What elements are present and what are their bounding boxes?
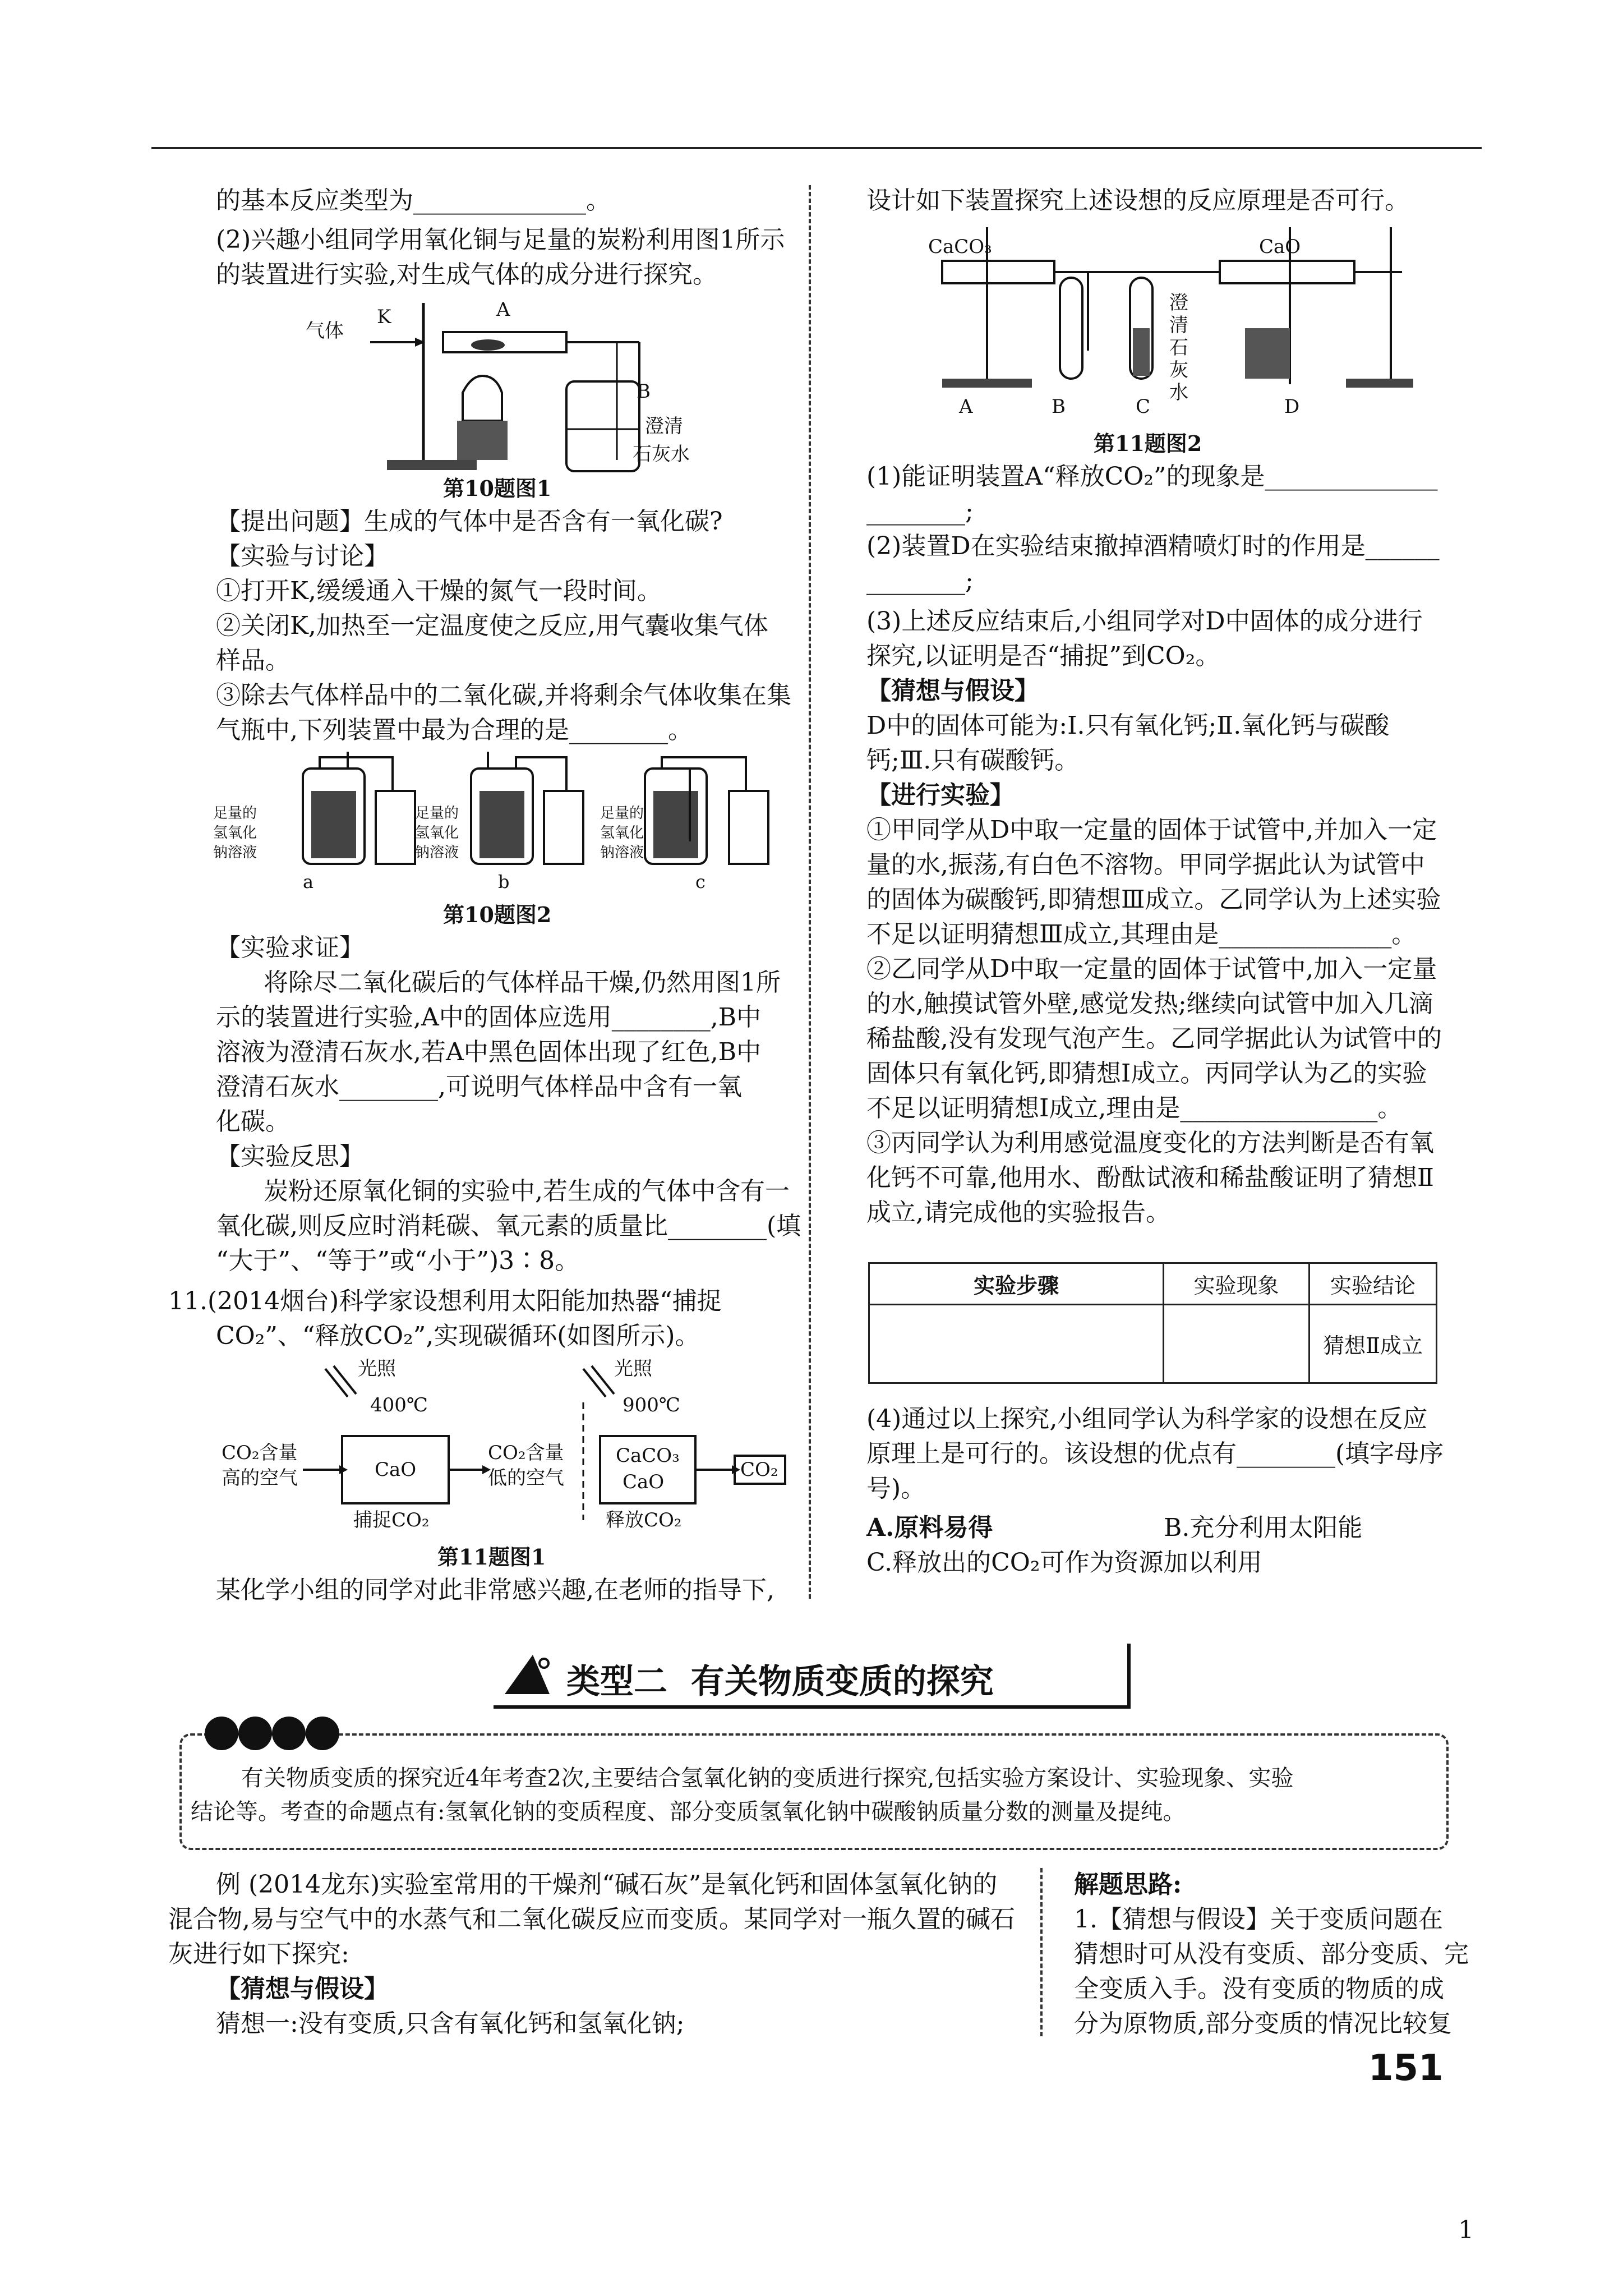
option-c: C.释放出的CO₂可作为资源加以利用 xyxy=(866,1548,1262,1577)
fig3-high-air-2: 高的空气 xyxy=(222,1467,298,1489)
right-line-13: 量的水,振荡,有白色不溶物。甲同学据此认为试管中 xyxy=(866,850,1425,879)
fig4-label-b: B xyxy=(1052,395,1066,418)
tips-line-2: 猜想时可从没有变质、部分变质、完 xyxy=(1074,1940,1469,1968)
fig2-label-c-2: 氢氧化 xyxy=(600,825,644,841)
fig4-water-4: 灰 xyxy=(1169,359,1188,381)
fig1-k-label: K xyxy=(377,306,391,328)
example-line-3: 灰进行如下探究: xyxy=(168,1940,349,1968)
right-line-19: 固体只有氧化钙,即猜想Ⅰ成立。丙同学认为乙的实验 xyxy=(866,1059,1427,1088)
experiment-report-table xyxy=(868,1262,1437,1384)
left-line-6: ①打开K,缓缓通入干燥的氮气一段时间。 xyxy=(216,577,662,605)
fig4-caco3-label: CaCO₃ xyxy=(928,236,992,258)
section-title: 类型二 有关物质变质的探究 xyxy=(566,1662,994,1701)
page-number: 151 xyxy=(1368,2047,1444,2089)
fig4-label-d: D xyxy=(1284,395,1300,418)
fig3-cao-box: CaO xyxy=(375,1458,417,1481)
left-line-17: 【实验反思】 xyxy=(216,1142,364,1171)
right-line-20: 不足以证明猜想Ⅰ成立,理由是________________。 xyxy=(866,1094,1403,1122)
fig2-label-a-1: 足量的 xyxy=(213,805,257,822)
fig4-label-a: A xyxy=(959,395,973,418)
left-line-12: 将除尽二氧化碳后的气体样品干燥,仍然用图1所 xyxy=(264,968,781,997)
fig1-a-label: A xyxy=(496,298,510,321)
left-line-9: ③除去气体样品中的二氧化碳,并将剩余气体收集在集 xyxy=(216,681,791,710)
figure-11-1 xyxy=(213,1358,796,1520)
fig1-water-label-2: 石灰水 xyxy=(633,443,690,466)
right-line-18: 稀盐酸,没有发现气泡产生。乙同学据此认为试管中的 xyxy=(866,1024,1442,1053)
fig3-light-2: 光照 xyxy=(614,1358,652,1380)
column-divider xyxy=(809,185,811,1599)
tips-divider xyxy=(1040,1868,1043,2036)
fig2-label-b-3: 钠溶液 xyxy=(415,844,459,861)
right-line-1: 设计如下装置探究上述设想的反应原理是否可行。 xyxy=(866,186,1409,215)
left-line-13: 示的装置进行实验,A中的固体应选用________,B中 xyxy=(216,1003,762,1032)
fig1-gas-label: 气体 xyxy=(306,320,344,342)
fig4-cao-label: CaO xyxy=(1259,236,1301,258)
left-line-11: 【实验求证】 xyxy=(216,933,364,962)
fig3-low-air-2: 低的空气 xyxy=(488,1467,564,1489)
right-line-23: 成立,请完成他的实验报告。 xyxy=(866,1198,1170,1227)
right-line-12: ①甲同学从D中取一定量的固体于试管中,并加入一定 xyxy=(866,816,1437,844)
left-line-10: 气瓶中,下列装置中最为合理的是________。 xyxy=(216,716,693,744)
fig2-label-c-3: 钠溶液 xyxy=(600,844,644,861)
fig4-water-5: 水 xyxy=(1169,381,1188,404)
footer-number: 1 xyxy=(1458,2216,1474,2244)
left-line-2: (2)兴趣小组同学用氧化铜与足量的炭粉利用图1所示 xyxy=(216,226,785,254)
left-line-4: 【提出问题】生成的气体中是否含有一氧化碳? xyxy=(216,507,723,536)
right-line-22: 化钙不可靠,他用水、酚酞试液和稀盐酸证明了猜想Ⅱ xyxy=(866,1163,1434,1192)
fig1-water-label-1: 澄清 xyxy=(645,415,683,438)
right-line-25: 原理上是可行的。该设想的优点有________(填字母序 xyxy=(866,1439,1444,1468)
fig3-caption: 第11题图1 xyxy=(437,1544,546,1570)
dots-icon xyxy=(202,1714,348,1753)
right-line-26: 号)。 xyxy=(866,1474,926,1503)
table-cell-conclusion: 猜想Ⅱ成立 xyxy=(1310,1305,1437,1383)
left-line-15: 澄清石灰水________,可说明气体样品中含有一氧 xyxy=(216,1073,742,1101)
left-line-14: 溶液为澄清石灰水,若A中黑色固体出现了红色,B中 xyxy=(216,1038,762,1066)
fig3-caco3-box: CaCO₃ xyxy=(616,1444,680,1467)
right-line-11: 【进行实验】 xyxy=(866,781,1015,809)
table-header-conclusion: 实验结论 xyxy=(1310,1263,1437,1305)
example-line-5: 猜想一:没有变质,只含有氧化钙和氢氧化钠; xyxy=(216,2009,685,2038)
left-line-7: ②关闭K,加热至一定温度使之反应,用气囊收集气体 xyxy=(216,611,768,640)
fig3-light-1: 光照 xyxy=(358,1358,396,1380)
fig3-cao-box-2: CaO xyxy=(623,1471,665,1493)
fig4-caption: 第11题图2 xyxy=(1094,431,1202,456)
fig2-label-b-1: 足量的 xyxy=(415,805,459,822)
tips-title: 解题思路: xyxy=(1074,1870,1182,1899)
fig3-co2-box: CO₂ xyxy=(740,1458,778,1481)
left-line-19: 氧化碳,则反应时消耗碳、氧元素的质量比________(填 xyxy=(216,1212,801,1240)
fig2-label-a-2: 氢氧化 xyxy=(213,825,257,841)
right-line-15: 不足以证明猜想Ⅲ成立,其理由是______________。 xyxy=(866,920,1417,949)
example-line-2: 混合物,易与空气中的水蒸气和二氧化碳反应而变质。某同学对一瓶久置的碱石 xyxy=(168,1905,1015,1934)
example-line-1: 例 (2014龙东)实验室常用的干燥剂“碱石灰”是氧化钙和固体氢氧化钠的 xyxy=(216,1870,998,1899)
right-line-6: (3)上述反应结束后,小组同学对D中固体的成分进行 xyxy=(866,607,1423,636)
fig2-caption: 第10题图2 xyxy=(443,902,552,927)
section-note-line-2: 结论等。考查的命题点有:氢氧化钠的变质程度、部分变质氢氧化钠中碳酸钠质量分数的测量及提纯。 xyxy=(191,1799,1186,1825)
fig2-option-c: c xyxy=(695,871,706,892)
left-line-20: “大于”、“等于”或“小于”)3∶8。 xyxy=(216,1246,580,1275)
left-line-22: CO₂”、“释放CO₂”,实现碳循环(如图所示)。 xyxy=(216,1322,700,1350)
fig4-label-c: C xyxy=(1136,395,1151,418)
header-rule xyxy=(151,147,1482,149)
right-line-3: ________; xyxy=(866,497,974,526)
table-cell-steps[interactable] xyxy=(869,1305,1164,1383)
left-line-16: 化碳。 xyxy=(216,1107,290,1136)
right-line-8: 【猜想与假设】 xyxy=(866,677,1039,705)
fig2-option-a: a xyxy=(303,871,314,892)
tips-line-4: 分为原物质,部分变质的情况比较复 xyxy=(1074,2009,1452,2038)
fig3-capture-label: 捕捉CO₂ xyxy=(353,1509,430,1531)
fig2-label-a-3: 钠溶液 xyxy=(213,844,257,861)
fig3-temp-1: 400℃ xyxy=(370,1394,428,1416)
section-triangle-icon xyxy=(499,1649,555,1700)
option-b: B.充分利用太阳能 xyxy=(1164,1513,1363,1542)
left-line-8: 样品。 xyxy=(216,646,290,675)
option-a: A.原料易得 xyxy=(866,1513,993,1542)
fig4-water-1: 澄 xyxy=(1169,292,1188,314)
fig4-water-3: 石 xyxy=(1169,337,1188,359)
right-line-7: 探究,以证明是否“捕捉”到CO₂。 xyxy=(866,642,1220,670)
right-line-24: (4)通过以上探究,小组同学认为科学家的设想在反应 xyxy=(866,1405,1428,1433)
fig3-low-air-1: CO₂含量 xyxy=(488,1442,564,1464)
fig2-label-b-2: 氢氧化 xyxy=(415,825,459,841)
left-line-3: 的装置进行实验,对生成气体的成分进行探究。 xyxy=(216,260,717,289)
table-header-phenomenon: 实验现象 xyxy=(1164,1263,1310,1305)
figure-10-2 xyxy=(280,746,819,886)
table-cell-phenomenon[interactable] xyxy=(1164,1305,1310,1383)
section-note-line-1: 有关物质变质的探究近4年考查2次,主要结合氢氧化钠的变质进行探究,包括实验方案设计、实验现象、实验 xyxy=(241,1765,1294,1791)
right-line-17: 的水,触摸试管外壁,感觉发热;继续向试管中加入几滴 xyxy=(866,990,1433,1018)
example-line-4: 【猜想与假设】 xyxy=(216,1975,389,2003)
fig3-high-air-1: CO₂含量 xyxy=(222,1442,298,1464)
fig3-temp-2: 900℃ xyxy=(623,1394,680,1416)
left-line-18: 炭粉还原氧化铜的实验中,若生成的气体中含有一 xyxy=(264,1177,790,1205)
left-line-23: 某化学小组的同学对此非常感兴趣,在老师的指导下, xyxy=(216,1576,774,1604)
fig2-label-c-1: 足量的 xyxy=(600,805,644,822)
left-line-21: 11.(2014烟台)科学家设想利用太阳能加热器“捕捉 xyxy=(168,1287,722,1315)
fig4-water-2: 清 xyxy=(1169,314,1188,337)
right-line-2: (1)能证明装置A“释放CO₂”的现象是______________ xyxy=(866,462,1438,491)
right-line-21: ③丙同学认为利用感觉温度变化的方法判断是否有氧 xyxy=(866,1129,1434,1157)
tips-line-1: 1.【猜想与假设】关于变质问题在 xyxy=(1074,1905,1443,1934)
right-line-5: ________; xyxy=(866,567,974,595)
fig3-release-label: 释放CO₂ xyxy=(606,1509,682,1531)
right-line-9: D中的固体可能为:Ⅰ.只有氧化钙;Ⅱ.氧化钙与碳酸 xyxy=(866,711,1390,740)
fig2-option-b: b xyxy=(498,871,510,892)
left-line-1: 的基本反应类型为______________。 xyxy=(216,186,611,215)
fig1-b-label: B xyxy=(637,380,651,403)
right-line-10: 钙;Ⅲ.只有碳酸钙。 xyxy=(866,746,1080,775)
right-line-4: (2)装置D在实验结束撤掉酒精喷灯时的作用是______ xyxy=(866,532,1440,560)
fig1-caption: 第10题图1 xyxy=(443,476,552,501)
tips-line-3: 全变质入手。没有变质的物质的成 xyxy=(1074,1975,1444,2003)
right-line-14: 的固体为碳酸钙,即猜想Ⅲ成立。乙同学认为上述实验 xyxy=(866,885,1441,914)
left-line-5: 【实验与讨论】 xyxy=(216,542,389,570)
right-line-16: ②乙同学从D中取一定量的固体于试管中,加入一定量 xyxy=(866,955,1437,983)
table-header-steps: 实验步骤 xyxy=(869,1263,1164,1305)
